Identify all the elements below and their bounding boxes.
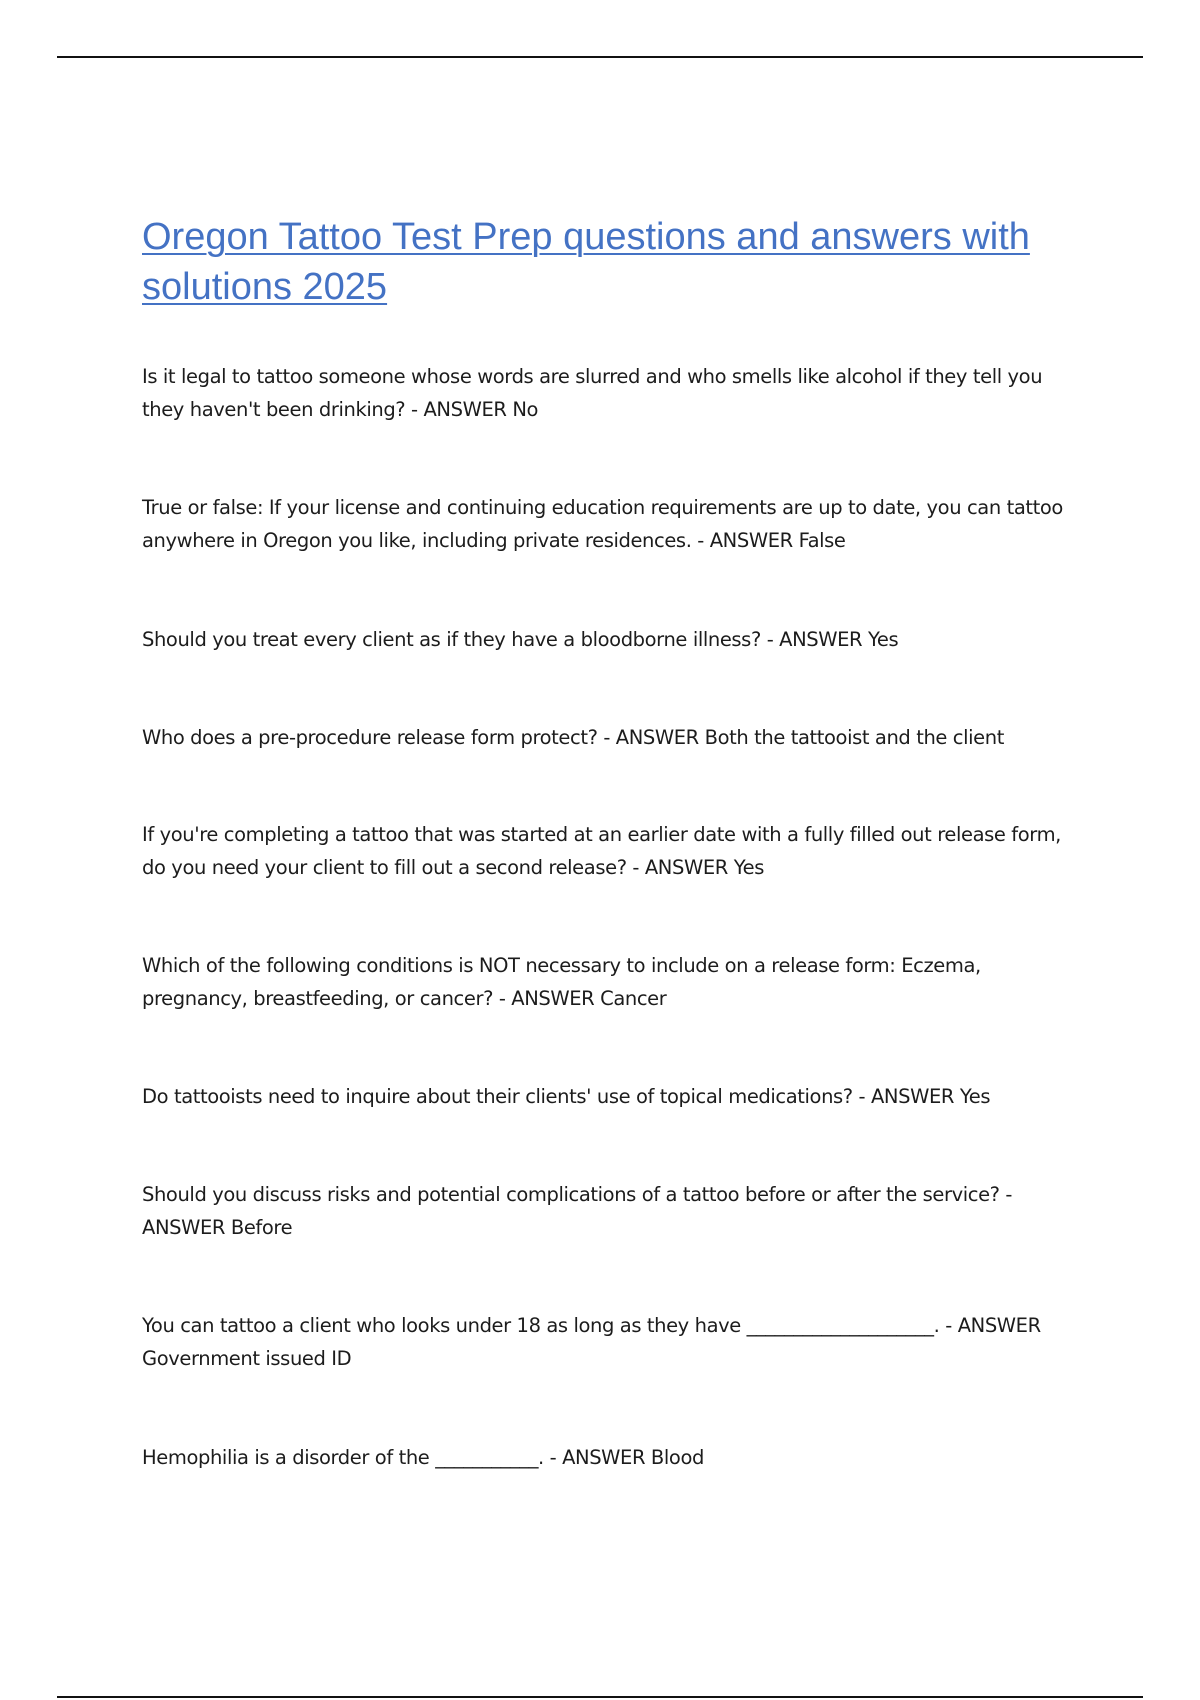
qa-item-4: Who does a pre-procedure release form protect? - ANSWER Both the tattooist and the client bbox=[142, 726, 1004, 749]
qa-item-9: You can tattoo a client who looks under 18 as long as they have ____________________. - ANSWER Government issued ID bbox=[142, 1314, 1041, 1370]
qa-item-10: Hemophilia is a disorder of the ___________. - ANSWER Blood bbox=[142, 1446, 704, 1469]
top-rule bbox=[57, 56, 1143, 58]
qa-item-5: If you're completing a tattoo that was started at an earlier date with a fully filled out release form, do you need your client to fill out a second release? - ANSWER Yes bbox=[142, 823, 1061, 879]
qa-item-8: Should you discuss risks and potential complications of a tattoo before or after the service? - ANSWER Before bbox=[142, 1183, 1013, 1239]
qa-item-6: Which of the following conditions is NOT necessary to include on a release form: Eczema, pregnancy, breastfeeding, or cancer? - ANSWER Cancer bbox=[142, 954, 981, 1010]
document-title: Oregon Tattoo Test Prep questions and answers with solutions 2025 bbox=[142, 216, 1030, 308]
qa-item-3: Should you treat every client as if they have a bloodborne illness? - ANSWER Yes bbox=[142, 628, 899, 651]
bottom-rule bbox=[57, 1696, 1143, 1698]
qa-item-2: True or false: If your license and continuing education requirements are up to date, you can tattoo anywhere in Oregon you like, including private residences. - ANSWER False bbox=[142, 496, 1063, 552]
qa-item-7: Do tattooists need to inquire about their clients' use of topical medications? - ANSWER Yes bbox=[142, 1085, 991, 1108]
qa-item-1: Is it legal to tattoo someone whose words are slurred and who smells like alcohol if they tell you they haven't been drinking? - ANSWER No bbox=[142, 365, 1043, 421]
